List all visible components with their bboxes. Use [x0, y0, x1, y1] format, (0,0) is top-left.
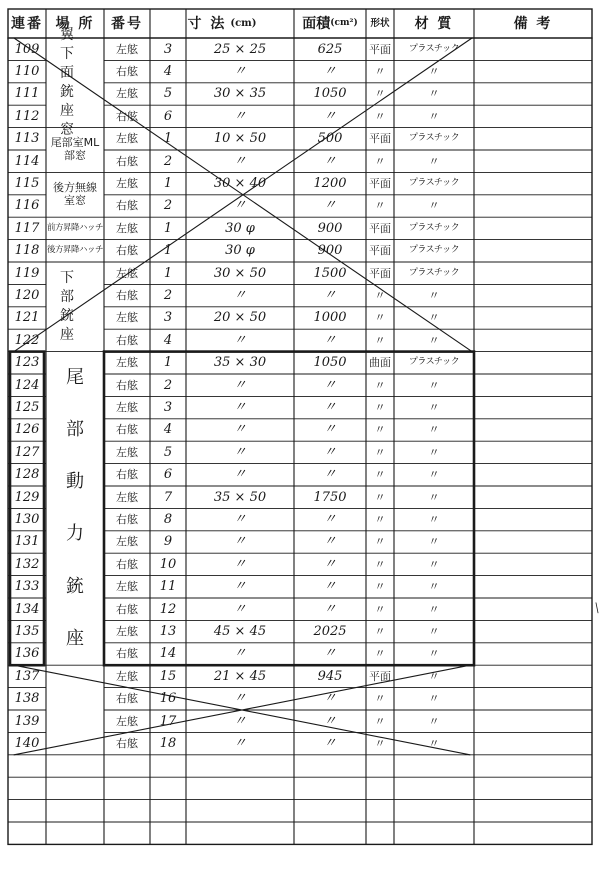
seq-cell: 118 [14, 243, 40, 259]
area-cell: 〃 [323, 646, 337, 662]
number-cell: 4 [163, 422, 173, 438]
seq-cell: 128 [14, 467, 40, 483]
area-cell: 900 [317, 243, 343, 259]
number-cell: 16 [159, 691, 177, 707]
seq-cell: 129 [14, 489, 40, 505]
side-cell: 右舷 [116, 737, 138, 751]
area-cell: 〃 [323, 736, 337, 752]
seq-cell: 135 [14, 624, 40, 640]
location-group [58, 665, 76, 755]
dimension-cell: 〃 [233, 534, 247, 550]
number-cell: 18 [159, 736, 177, 752]
dimension-cell: 30 × 35 [213, 86, 267, 102]
dimension-cell: 45 × 45 [213, 624, 267, 640]
number-cell: 4 [163, 332, 173, 348]
side-cell: 左舷 [116, 490, 138, 504]
side-cell: 右舷 [116, 423, 138, 437]
material-cell: 〃 [428, 602, 440, 616]
material-cell: 〃 [428, 423, 440, 437]
header-dimension-label: 寸 法 [187, 15, 227, 32]
number-cell: 3 [163, 400, 173, 416]
dimension-cell: 〃 [233, 332, 247, 348]
header-remarks: 備 考 [513, 15, 553, 32]
header-dimension-unit: (cm) [230, 17, 257, 29]
dimension-cell: 20 × 50 [213, 310, 267, 326]
shape-cell: 〃 [374, 490, 386, 504]
shape-cell: 〃 [374, 401, 386, 415]
side-cell: 左舷 [116, 42, 138, 56]
side-cell: 左舷 [116, 221, 138, 235]
material-cell: 〃 [428, 580, 440, 594]
area-cell: 〃 [323, 691, 337, 707]
material-cell: プラスチック [408, 357, 460, 368]
location-group: 後方無線室窓 [53, 181, 97, 207]
shape-cell: 〃 [374, 423, 386, 437]
material-cell: 〃 [428, 401, 440, 415]
area-cell: 〃 [323, 512, 337, 528]
area-cell: 2025 [313, 624, 347, 640]
dimension-cell: 〃 [233, 736, 247, 752]
dimension-cell: 〃 [233, 64, 247, 80]
dimension-cell: 〃 [233, 377, 247, 393]
location-group: 尾部室ML部窓 [50, 136, 100, 162]
number-cell: 1 [163, 220, 173, 236]
shape-cell: 曲面 [369, 356, 391, 370]
seq-cell: 126 [14, 422, 40, 438]
material-cell: 〃 [428, 737, 440, 751]
area-cell: 1500 [313, 265, 347, 281]
seq-cell: 121 [14, 310, 40, 326]
area-cell: 〃 [323, 713, 337, 729]
header-material: 材 質 [414, 15, 454, 32]
area-cell: 1050 [313, 86, 347, 102]
side-cell: 右舷 [116, 109, 138, 123]
side-cell: 右舷 [116, 244, 138, 258]
area-cell: 〃 [323, 332, 337, 348]
area-cell: 〃 [323, 422, 337, 438]
dimension-cell: 35 × 30 [213, 355, 267, 371]
header-location: 場 所 [55, 15, 95, 32]
number-cell: 7 [163, 489, 173, 505]
shape-cell: 〃 [374, 557, 386, 571]
side-cell: 右舷 [116, 692, 138, 706]
seq-cell: 109 [14, 41, 40, 57]
area-cell: 1000 [313, 310, 347, 326]
header-area-label: 面積 [302, 15, 331, 32]
material-cell: 〃 [428, 692, 440, 706]
area-cell: 〃 [323, 108, 337, 124]
seq-cell: 130 [14, 512, 40, 528]
shape-cell: 〃 [374, 65, 386, 79]
seq-cell: 138 [14, 691, 40, 707]
shape-cell: 平面 [369, 177, 391, 191]
seq-cell: 124 [14, 377, 40, 393]
header-area-unit: (cm²) [330, 18, 358, 28]
shape-cell: 〃 [374, 468, 386, 482]
number-cell: 8 [163, 512, 173, 528]
number-cell: 12 [159, 601, 177, 617]
area-cell: 1750 [313, 489, 347, 505]
area-cell: 〃 [323, 153, 337, 169]
area-cell: 〃 [323, 579, 337, 595]
shape-cell: 平面 [369, 266, 391, 280]
shape-cell: 〃 [374, 87, 386, 101]
side-cell: 右舷 [116, 468, 138, 482]
number-cell: 1 [163, 243, 173, 259]
material-cell: 〃 [428, 445, 440, 459]
number-cell: 1 [163, 355, 173, 371]
side-cell: 右舷 [116, 378, 138, 392]
area-cell: 〃 [323, 556, 337, 572]
shape-cell: 〃 [374, 535, 386, 549]
area-cell: 〃 [323, 198, 337, 214]
dimension-cell: 30 × 50 [213, 265, 267, 281]
area-cell: 945 [317, 668, 343, 684]
material-cell: プラスチック [408, 178, 460, 189]
header-seq: 連番 [11, 15, 43, 32]
material-cell: 〃 [428, 289, 440, 303]
material-cell: 〃 [428, 625, 440, 639]
material-cell: 〃 [428, 669, 440, 683]
side-cell: 右舷 [116, 602, 138, 616]
side-cell: 右舷 [116, 289, 138, 303]
area-cell: 1050 [313, 355, 347, 371]
number-cell: 1 [163, 131, 173, 147]
number-cell: 14 [159, 646, 177, 662]
material-cell: 〃 [428, 714, 440, 728]
side-cell: 左舷 [116, 87, 138, 101]
number-cell: 2 [163, 153, 173, 169]
seq-cell: 139 [14, 713, 40, 729]
dimension-cell: 25 × 25 [213, 41, 267, 57]
shape-cell: 〃 [374, 289, 386, 303]
material-cell: 〃 [428, 468, 440, 482]
material-cell: 〃 [428, 490, 440, 504]
number-cell: 3 [163, 310, 173, 326]
dimension-cell: 30 × 40 [213, 176, 267, 192]
shape-cell: 平面 [369, 221, 391, 235]
material-cell: プラスチック [408, 267, 460, 278]
seq-cell: 111 [14, 86, 40, 102]
location-group: 下部銃座 [60, 270, 74, 343]
dimension-cell: 〃 [233, 512, 247, 528]
header-shape: 形状 [370, 17, 390, 29]
seq-cell: 137 [14, 668, 40, 684]
shape-cell: 〃 [374, 602, 386, 616]
shape-cell: 〃 [374, 199, 386, 213]
seq-cell: 110 [14, 64, 40, 80]
material-cell: 〃 [428, 65, 440, 79]
shape-cell: 〃 [374, 311, 386, 325]
area-cell: 〃 [323, 64, 337, 80]
seq-cell: 132 [14, 556, 40, 572]
header-area [294, 9, 366, 38]
side-cell: 左舷 [116, 356, 138, 370]
number-cell: 15 [159, 668, 177, 684]
material-cell: プラスチック [408, 245, 460, 256]
number-cell: 6 [163, 108, 173, 124]
side-cell: 左舷 [116, 132, 138, 146]
dimension-cell: 〃 [233, 646, 247, 662]
number-cell: 2 [163, 198, 173, 214]
material-cell: 〃 [428, 333, 440, 347]
side-cell: 右舷 [116, 513, 138, 527]
number-cell: 6 [163, 467, 173, 483]
area-cell: 1200 [313, 176, 347, 192]
material-cell: プラスチック [408, 133, 460, 144]
area-cell: 〃 [323, 467, 337, 483]
side-cell: 右舷 [116, 154, 138, 168]
dimension-cell: 〃 [233, 198, 247, 214]
number-cell: 5 [163, 86, 173, 102]
area-cell: 〃 [323, 377, 337, 393]
dimension-cell: 10 × 50 [213, 131, 267, 147]
shape-cell: 〃 [374, 445, 386, 459]
number-cell: 3 [163, 41, 173, 57]
material-cell: 〃 [428, 154, 440, 168]
area-cell: 〃 [323, 534, 337, 550]
seq-cell: 127 [14, 444, 40, 460]
dimension-cell: 21 × 45 [213, 668, 267, 684]
side-cell: 左舷 [116, 669, 138, 683]
material-cell: プラスチック [408, 222, 460, 233]
seq-cell: 123 [14, 355, 40, 371]
number-cell: 10 [159, 556, 177, 572]
seq-cell: 115 [14, 176, 40, 192]
area-cell: 〃 [323, 601, 337, 617]
side-cell: 左舷 [116, 311, 138, 325]
shape-cell: 〃 [374, 625, 386, 639]
side-cell: 右舷 [116, 647, 138, 661]
area-cell: 〃 [323, 444, 337, 460]
material-cell: 〃 [428, 535, 440, 549]
material-cell: プラスチック [408, 43, 460, 54]
side-cell: 左舷 [116, 177, 138, 191]
header-number: 番号 [111, 15, 143, 32]
area-cell: 500 [317, 131, 343, 147]
material-cell: 〃 [428, 199, 440, 213]
side-cell: 左舷 [116, 714, 138, 728]
shape-cell: 平面 [369, 42, 391, 56]
shape-cell: 〃 [374, 513, 386, 527]
shape-cell: 〃 [374, 109, 386, 123]
seq-cell: 119 [14, 265, 40, 281]
side-cell: 左舷 [116, 445, 138, 459]
number-cell: 4 [163, 64, 173, 80]
seq-cell: 114 [14, 153, 40, 169]
dimension-cell: 35 × 50 [213, 489, 267, 505]
dimension-cell: 〃 [233, 467, 247, 483]
side-cell: 左舷 [116, 535, 138, 549]
dimension-cell: 〃 [233, 444, 247, 460]
material-cell: 〃 [428, 87, 440, 101]
dimension-cell: 〃 [233, 288, 247, 304]
dimension-cell: 〃 [233, 713, 247, 729]
shape-cell: 〃 [374, 580, 386, 594]
dimension-cell: 〃 [233, 422, 247, 438]
shape-cell: 〃 [374, 714, 386, 728]
seq-cell: 133 [14, 579, 40, 595]
number-cell: 11 [159, 579, 177, 595]
shape-cell: 〃 [374, 333, 386, 347]
shape-cell: 平面 [369, 244, 391, 258]
dimension-cell: 30 φ [225, 243, 255, 259]
seq-cell: 116 [14, 198, 40, 214]
shape-cell: 平面 [369, 669, 391, 683]
dimension-cell: 〃 [233, 400, 247, 416]
location-group: 後方昇降ハッチ [47, 244, 104, 255]
side-cell: 右舷 [116, 557, 138, 571]
dimension-cell: 〃 [233, 579, 247, 595]
side-cell: 左舷 [116, 625, 138, 639]
seq-cell: 117 [14, 220, 40, 236]
side-cell: 右舷 [116, 199, 138, 213]
shape-cell: 〃 [374, 378, 386, 392]
number-cell: 17 [159, 713, 177, 729]
seq-cell: 136 [14, 646, 40, 662]
seq-cell: 125 [14, 400, 40, 416]
seq-cell: 120 [14, 288, 40, 304]
dimension-cell: 〃 [233, 601, 247, 617]
dimension-cell: 〃 [233, 153, 247, 169]
side-cell: 左舷 [116, 266, 138, 280]
shape-cell: 〃 [374, 737, 386, 751]
area-cell: 900 [317, 220, 343, 236]
seq-cell: 134 [14, 601, 40, 617]
side-cell: 左舷 [116, 580, 138, 594]
seq-cell: 140 [14, 736, 40, 752]
material-cell: 〃 [428, 311, 440, 325]
seq-cell: 131 [14, 534, 40, 550]
number-cell: 1 [163, 265, 173, 281]
number-cell: 2 [163, 377, 173, 393]
number-cell: 1 [163, 176, 173, 192]
material-cell: 〃 [428, 513, 440, 527]
side-cell: 左舷 [116, 401, 138, 415]
number-cell: 5 [163, 444, 173, 460]
dimension-cell: 〃 [233, 108, 247, 124]
material-cell: 〃 [428, 378, 440, 392]
location-group: 前方昇降ハッチ [47, 222, 104, 233]
location-group: 翼下面銃座窓 [60, 27, 74, 138]
material-cell: 〃 [428, 647, 440, 661]
seq-cell: 122 [14, 332, 40, 348]
shape-cell: 〃 [374, 692, 386, 706]
material-cell: 〃 [428, 557, 440, 571]
number-cell: 13 [159, 624, 177, 640]
header-dimension [150, 9, 294, 38]
material-cell: 〃 [428, 109, 440, 123]
dimension-cell: 〃 [233, 691, 247, 707]
shape-cell: 平面 [369, 132, 391, 146]
location-group: 尾部動力銃座 [66, 366, 84, 649]
side-cell: 右舷 [116, 333, 138, 347]
shape-cell: 〃 [374, 647, 386, 661]
area-cell: 〃 [323, 288, 337, 304]
number-cell: 2 [163, 288, 173, 304]
dimension-cell: 30 φ [225, 220, 255, 236]
dimension-cell: 〃 [233, 556, 247, 572]
number-cell: 9 [163, 534, 173, 550]
area-cell: 625 [317, 41, 343, 57]
area-cell: 〃 [323, 400, 337, 416]
seq-cell: 112 [14, 108, 40, 124]
seq-cell: 113 [14, 131, 40, 147]
shape-cell: 〃 [374, 154, 386, 168]
side-cell: 右舷 [116, 65, 138, 79]
